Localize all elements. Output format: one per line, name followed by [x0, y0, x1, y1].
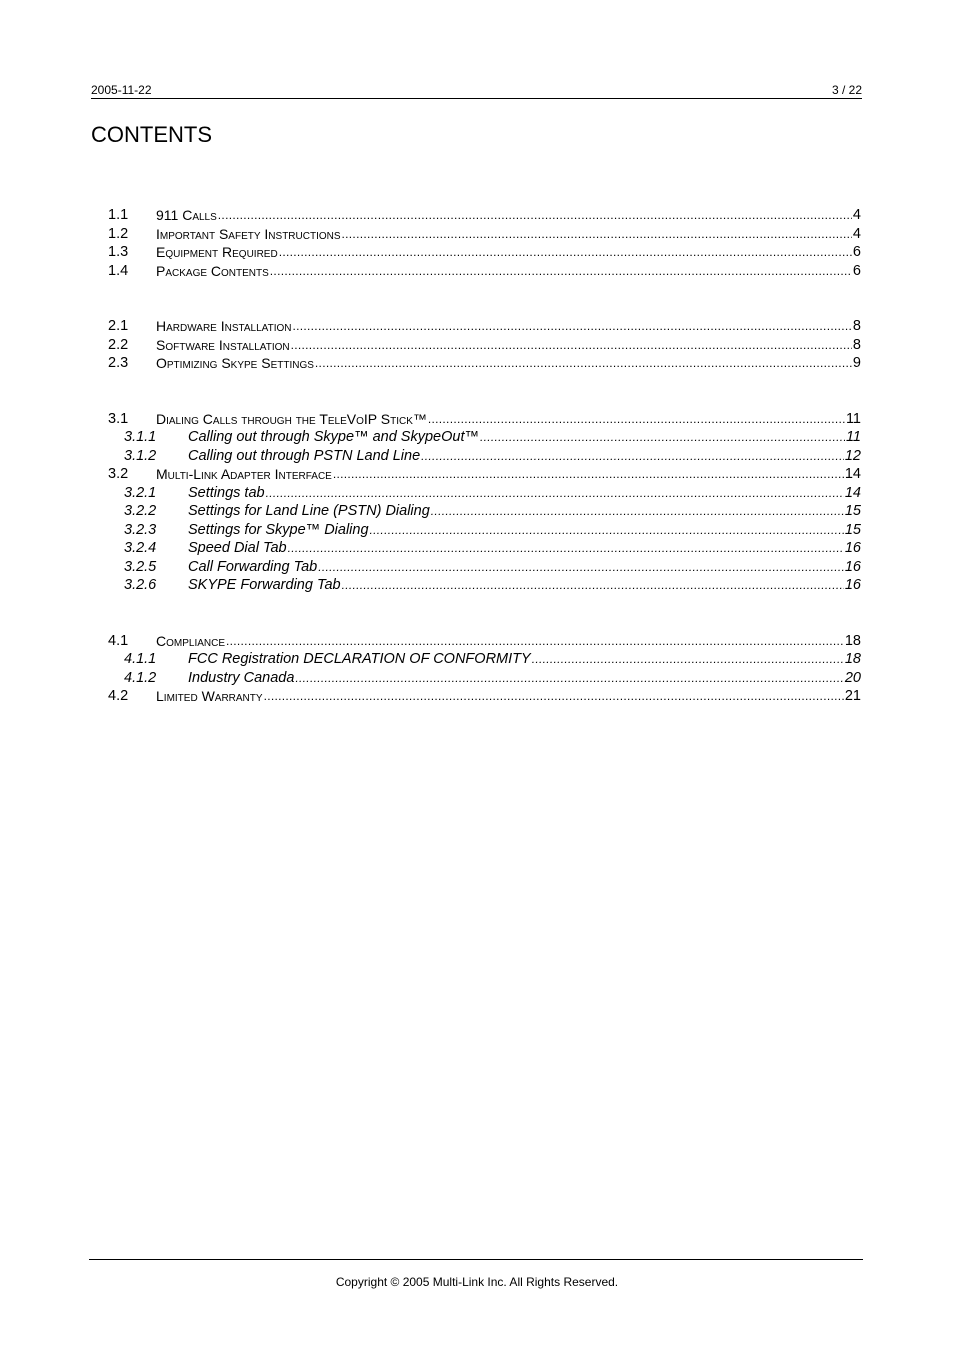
- page-title: CONTENTS: [91, 122, 212, 147]
- toc-entry-page: 14: [844, 466, 861, 482]
- toc-group-4: [108, 632, 861, 706]
- toc-entry-page: 6: [852, 262, 861, 279]
- toc-leader: [226, 632, 844, 651]
- toc-leader: [293, 317, 852, 336]
- toc-entry-page: 16: [844, 577, 861, 593]
- table-of-contents: [108, 206, 861, 706]
- toc-leader: [270, 262, 852, 281]
- toc-entry[interactable]: [108, 410, 861, 429]
- toc-entry[interactable]: [108, 262, 861, 281]
- toc-leader: [279, 243, 852, 262]
- toc-entry[interactable]: [108, 243, 861, 262]
- toc-entry-number: 1.2: [108, 225, 129, 242]
- toc-subentry[interactable]: [108, 447, 861, 466]
- toc-subentry[interactable]: [108, 650, 861, 669]
- toc-entry-number: 1.4: [108, 262, 129, 279]
- toc-entry-number: 1.1: [108, 207, 129, 223]
- toc-entry-label: Dialing Calls through the TeleVoIP Stick™: [156, 410, 427, 427]
- toc-group-1: [108, 206, 861, 280]
- toc-leader: [291, 336, 852, 355]
- toc-leader: [342, 576, 844, 595]
- toc-entry-page: 8: [852, 336, 861, 353]
- toc-entry-label: Optimizing Skype Settings: [156, 355, 314, 371]
- toc-entry-number: 3.2.5: [124, 558, 157, 575]
- toc-entry-page: 18: [844, 632, 861, 649]
- toc-leader: [266, 484, 844, 503]
- toc-entry-label: Calling out through PSTN Land Line: [188, 447, 421, 464]
- toc-leader: [370, 521, 844, 540]
- toc-entry-number: 2.2: [108, 336, 129, 353]
- toc-entry-page: 4: [852, 207, 861, 223]
- toc-entry[interactable]: [108, 336, 861, 355]
- toc-leader: [431, 502, 844, 521]
- toc-entry-page: 8: [852, 318, 861, 334]
- toc-leader: [532, 650, 844, 669]
- toc-entry-number: 3.2.2: [124, 503, 157, 519]
- toc-subentry[interactable]: [108, 558, 861, 577]
- toc-entry[interactable]: [108, 317, 861, 336]
- toc-entry[interactable]: [108, 206, 861, 225]
- toc-entry-label: Settings tab: [188, 484, 265, 501]
- toc-entry-number: 4.1.1: [124, 651, 157, 667]
- toc-entry-number: 3.2.1: [124, 484, 157, 501]
- toc-entry-page: 16: [844, 558, 861, 575]
- toc-entry[interactable]: [108, 632, 861, 651]
- toc-leader: [318, 558, 844, 577]
- toc-subentry[interactable]: [108, 484, 861, 503]
- toc-entry-label: Hardware Installation: [156, 318, 292, 334]
- toc-subentry[interactable]: [108, 669, 861, 688]
- toc-entry-number: 4.2: [108, 688, 129, 704]
- toc-entry-page: 6: [852, 244, 861, 260]
- toc-leader: [480, 428, 845, 447]
- toc-entry-number: 3.1.2: [124, 447, 157, 464]
- toc-entry-page: 11: [845, 410, 861, 427]
- toc-entry-label: Package Contents: [156, 262, 269, 279]
- footer-divider: [89, 1259, 863, 1260]
- toc-subentry[interactable]: [108, 428, 861, 447]
- toc-leader: [288, 539, 844, 558]
- toc-entry[interactable]: [108, 225, 861, 244]
- toc-entry-label: 911 Calls: [156, 207, 217, 223]
- toc-entry-label: Compliance: [156, 632, 226, 649]
- toc-entry-label: Equipment Required: [156, 244, 278, 260]
- toc-entry-label: Speed Dial Tab: [188, 540, 287, 556]
- toc-entry-number: 3.2.4: [124, 540, 157, 556]
- toc-entry[interactable]: [108, 465, 861, 484]
- toc-leader: [218, 206, 852, 225]
- toc-entry-number: 4.1: [108, 632, 129, 649]
- toc-entry-page: 15: [844, 521, 861, 538]
- toc-entry-page: 14: [844, 484, 861, 501]
- toc-leader: [315, 354, 852, 373]
- toc-entry-number: 2.3: [108, 355, 129, 371]
- page-header: [91, 82, 862, 99]
- toc-entry-label: Calling out through Skype™ and SkypeOut™: [188, 429, 479, 445]
- toc-entry-number: 4.1.2: [124, 669, 157, 686]
- toc-entry[interactable]: [108, 687, 861, 706]
- toc-entry-label: Settings for Skype™ Dialing: [188, 521, 369, 538]
- toc-entry-number: 3.1: [108, 410, 129, 427]
- toc-entry-page: 21: [844, 688, 861, 704]
- toc-entry-number: 3.2.6: [124, 577, 157, 593]
- toc-entry-label: Limited Warranty: [156, 688, 263, 704]
- toc-entry-page: 15: [844, 503, 861, 519]
- toc-leader: [421, 447, 844, 466]
- toc-entry-page: 9: [852, 355, 861, 371]
- toc-entry-label: FCC Registration DECLARATION OF CONFORMITY: [188, 651, 531, 667]
- page-footer: Copyright © 2005 Multi-Link Inc. All Rights Reserved.: [335, 1275, 619, 1289]
- toc-leader: [264, 687, 844, 706]
- toc-subentry[interactable]: [108, 539, 861, 558]
- toc-entry-page: 11: [845, 429, 861, 445]
- toc-entry-label: Important Safety Instructions: [156, 225, 341, 242]
- toc-entry-label: SKYPE Forwarding Tab: [188, 577, 341, 593]
- toc-entry-number: 1.3: [108, 244, 129, 260]
- toc-entry-label: Software Installation: [156, 336, 290, 353]
- toc-entry-page: 16: [844, 540, 861, 556]
- toc-leader: [342, 225, 852, 244]
- toc-subentry[interactable]: [108, 576, 861, 595]
- toc-leader: [295, 669, 843, 688]
- toc-entry-page: 18: [844, 651, 861, 667]
- header-page-number: 3 / 22: [831, 83, 862, 97]
- header-date: 2005-11-22: [91, 83, 152, 97]
- toc-entry-number: 2.1: [108, 318, 129, 334]
- toc-group-2: [108, 317, 861, 373]
- toc-entry-label: Settings for Land Line (PSTN) Dialing: [188, 503, 430, 519]
- toc-entry-page: 20: [844, 669, 861, 686]
- toc-entry-label: Call Forwarding Tab: [188, 558, 318, 575]
- toc-entry-page: 12: [844, 447, 861, 464]
- toc-group-3: [108, 410, 861, 595]
- toc-subentry[interactable]: [108, 502, 861, 521]
- toc-leader: [428, 410, 845, 429]
- toc-entry-number: 3.2.3: [124, 521, 157, 538]
- toc-entry-label: Multi-Link Adapter Interface: [156, 466, 332, 482]
- toc-subentry[interactable]: [108, 521, 861, 540]
- toc-leader: [333, 465, 844, 484]
- toc-entry-number: 3.2: [108, 466, 129, 482]
- toc-entry[interactable]: [108, 354, 861, 373]
- toc-entry-number: 3.1.1: [124, 429, 157, 445]
- toc-entry-page: 4: [852, 225, 861, 242]
- toc-entry-label: Industry Canada: [188, 669, 295, 686]
